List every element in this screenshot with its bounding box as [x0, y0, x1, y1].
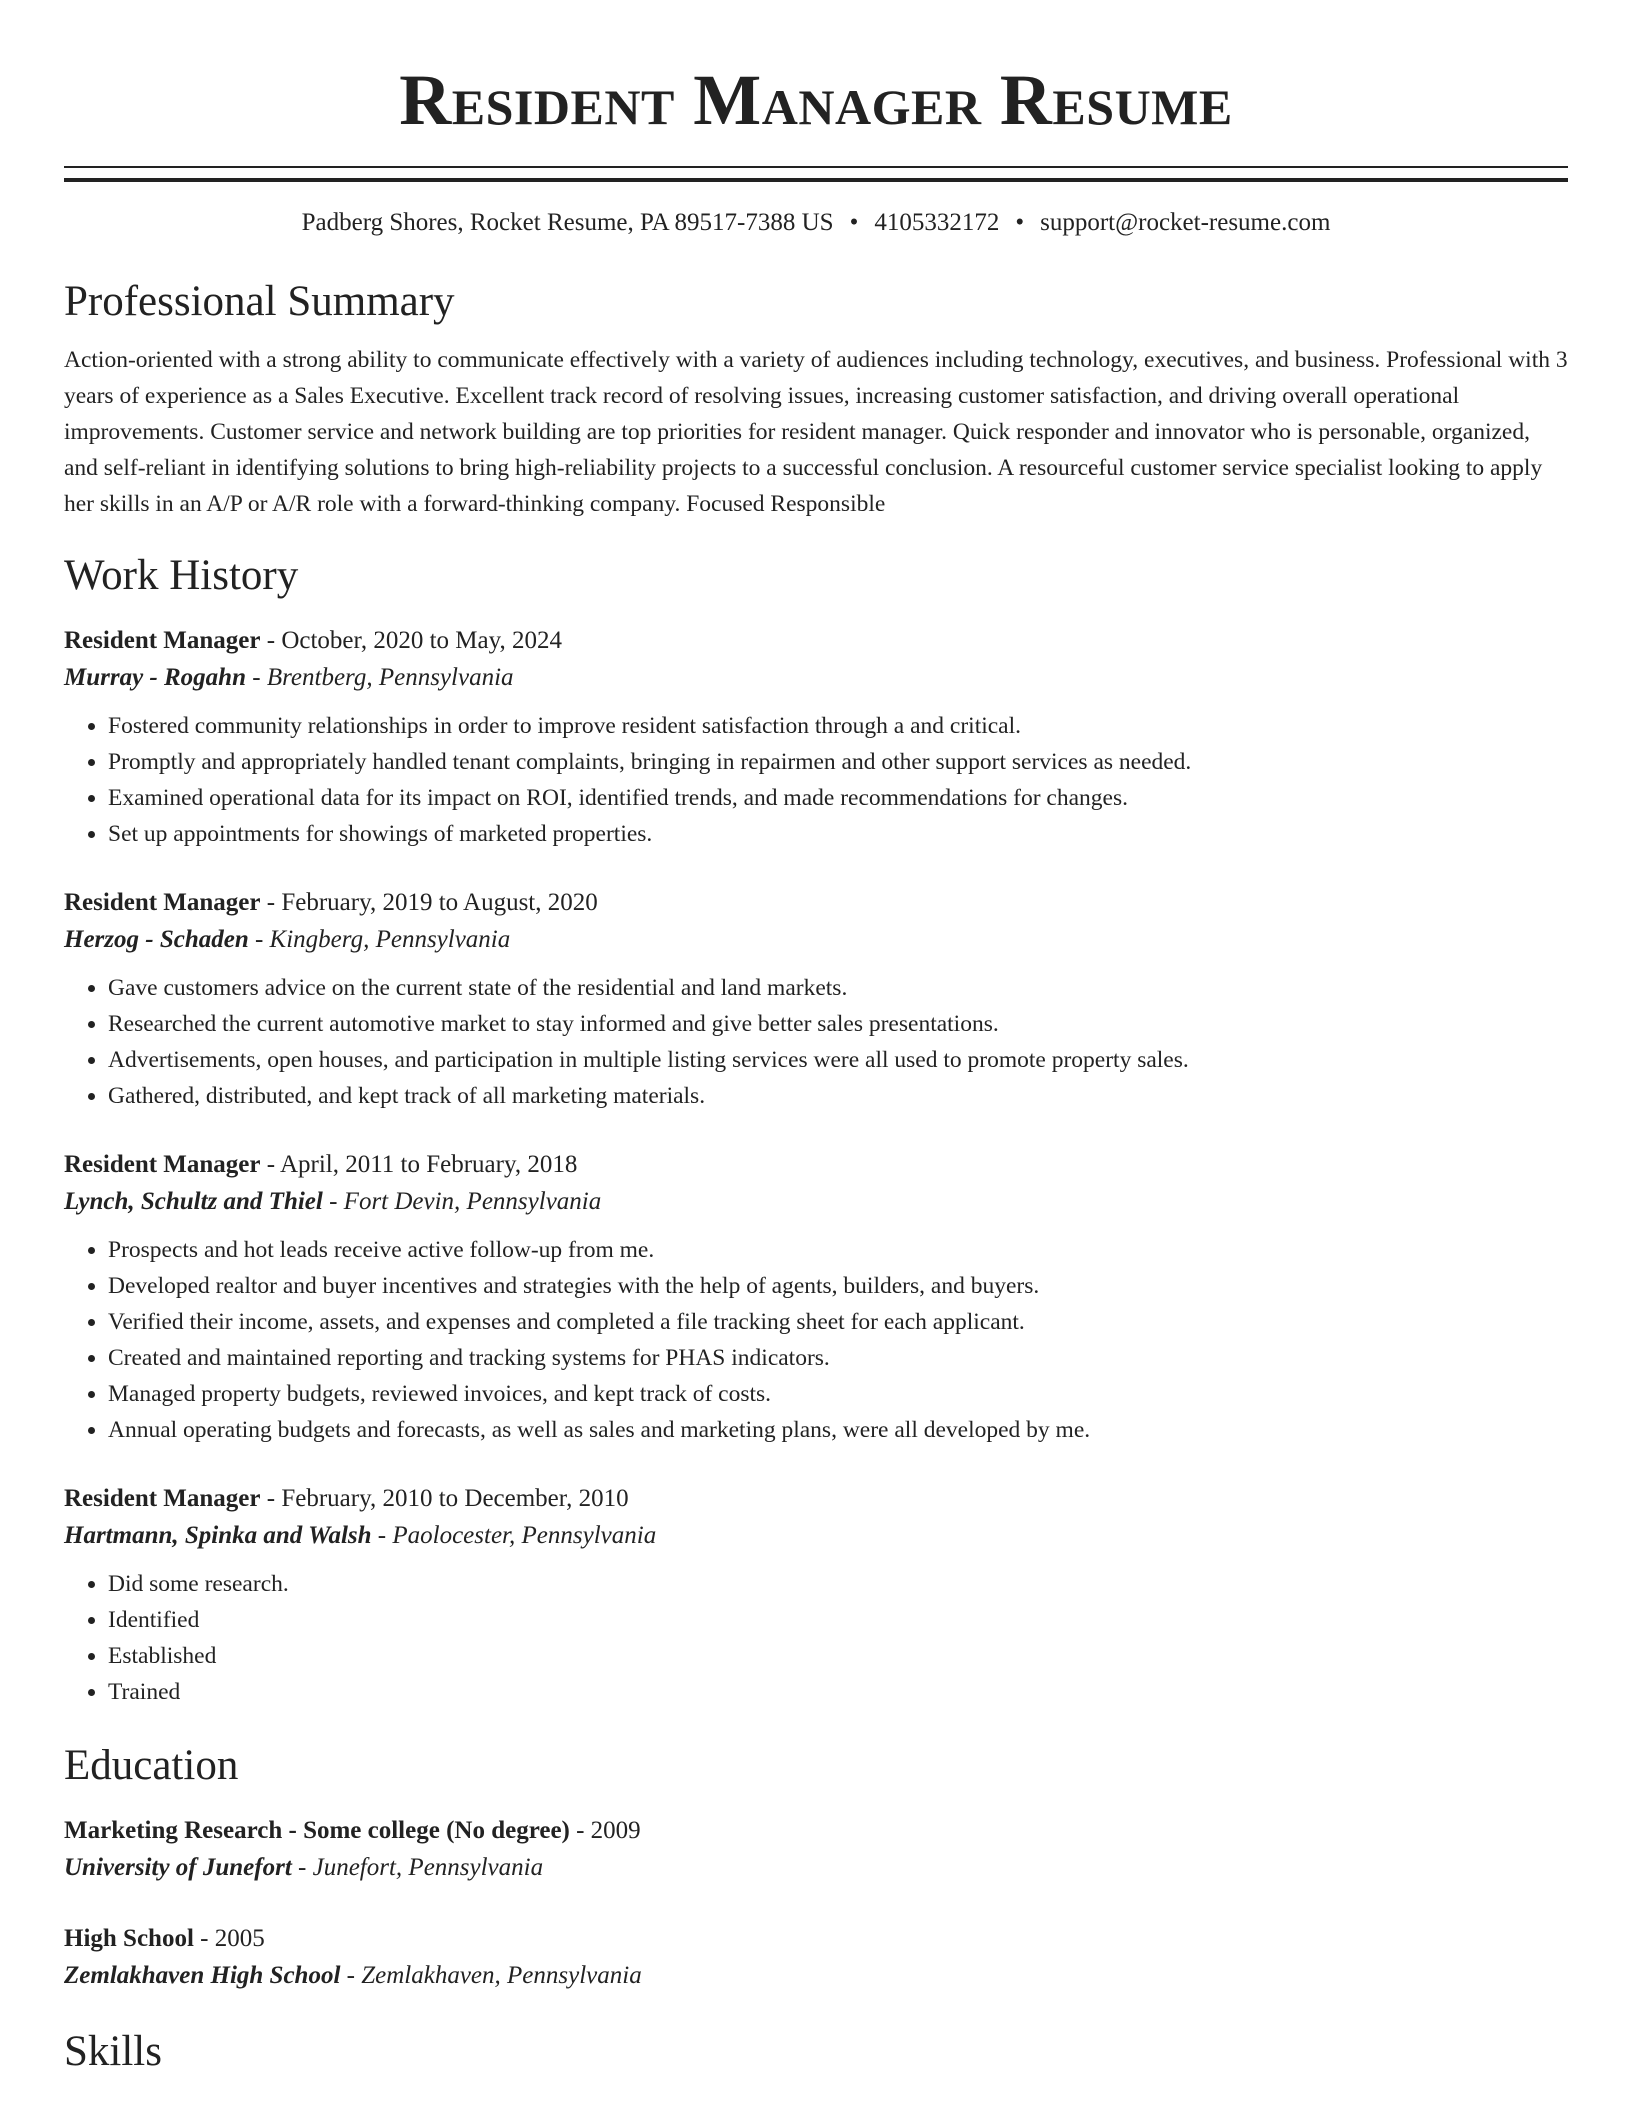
education-school: University of Junefort: [64, 1854, 292, 1881]
job-bullets: [64, 1566, 1568, 1710]
education-school-line: [64, 1848, 1568, 1888]
job-bullets: [64, 1232, 1568, 1448]
job-entry: [64, 1482, 1568, 1710]
job-bullet: • Identified: [108, 1602, 1568, 1638]
work-history-heading: Work History: [64, 552, 299, 599]
job-bullet: • Created and maintained reporting and tracking systems for PHAS indicators.: [108, 1340, 1568, 1376]
contact-address: Padberg Shores, Rocket Resume, PA 89517-7388 US: [301, 209, 834, 236]
contact-phone: 4105332172: [874, 209, 1000, 236]
job-org-line: [64, 920, 1568, 960]
contact-separator: •: [1015, 209, 1025, 236]
job-bullet: • Trained: [108, 1674, 1568, 1710]
education-year: - 2009: [569, 1817, 641, 1844]
contact-separator: •: [849, 209, 859, 236]
job-entry: [64, 1148, 1568, 1448]
job-location: - Kingberg, Pennsylvania: [248, 926, 511, 953]
job-bullet: • Developed realtor and buyer incentives and strategies with the help of agents, builders, and buyers.: [108, 1268, 1568, 1304]
job-org-line: [64, 1516, 1568, 1556]
job-bullet: • Researched the current automotive market to stay informed and give better sales presentations.: [108, 1006, 1568, 1042]
job-bullet: • Set up appointments for showings of marketed properties.: [108, 816, 1568, 852]
job-entry: [64, 624, 1568, 852]
education-year: - 2005: [193, 1925, 265, 1952]
summary-heading: Professional Summary: [64, 278, 455, 325]
job-bullet: • Annual operating budgets and forecasts, as well as sales and marketing plans, were all developed by me.: [108, 1412, 1568, 1448]
education-location: - Junefort, Pennsylvania: [291, 1854, 544, 1881]
contact-email: support@rocket-resume.com: [1040, 209, 1331, 236]
skills-heading: Skills: [64, 2028, 162, 2075]
job-company: Hartmann, Spinka and Walsh: [64, 1522, 372, 1549]
job-bullet: • Examined operational data for its impact on ROI, identified trends, and made recommendations for changes.: [108, 780, 1568, 816]
job-location: - Brentberg, Pennsylvania: [246, 664, 514, 691]
job-title: Resident Manager: [64, 1485, 261, 1512]
job-bullet: • Established: [108, 1638, 1568, 1674]
job-role-line: [64, 1482, 1568, 1516]
education-entry: [64, 1814, 1568, 1888]
education-heading: Education: [64, 1742, 239, 1789]
job-bullet: • Gathered, distributed, and kept track of all marketing materials.: [108, 1078, 1568, 1114]
resume-page: [64, 0, 1568, 2078]
job-company: Murray - Rogahn: [64, 664, 246, 691]
job-role-line: [64, 886, 1568, 920]
job-title: Resident Manager: [64, 889, 261, 916]
job-company: Herzog - Schaden: [64, 926, 249, 953]
job-bullet: • Did some research.: [108, 1566, 1568, 1602]
job-bullet: • Promptly and appropriately handled tenant complaints, bringing in repairmen and other support services as needed.: [108, 744, 1568, 780]
job-entry: [64, 886, 1568, 1114]
summary-text: Action-oriented with a strong ability to communicate effectively with a variety of audiences including technology, executives, and business. Professional with 3 years of experience as a Sales Executive. Excellent track record of resolving issues, increasing customer satisfaction, and driving overall operational improvements. Customer service and network building are top priorities for resident manager. Quick responder and innovator who is personable, organized, and self-reliant in identifying solutions to bring high-reliability projects to a successful conclusion. A resourceful customer service specialist looking to apply her skills in an A/P or A/R role with a forward-thinking company. Focused Responsible: [64, 347, 1568, 517]
title-double-rule: [64, 166, 1568, 182]
job-bullets: [64, 970, 1568, 1114]
job-role-line: [64, 1148, 1568, 1182]
job-location: - Fort Devin, Pennsylvania: [322, 1188, 602, 1215]
contact-line: [64, 206, 1568, 240]
job-dates: - February, 2019 to August, 2020: [260, 889, 598, 916]
job-location: - Paolocester, Pennsylvania: [371, 1522, 657, 1549]
job-bullet: • Prospects and hot leads receive active follow-up from me.: [108, 1232, 1568, 1268]
resume-title: Resident Manager Resume: [399, 60, 1233, 140]
job-title: Resident Manager: [64, 627, 261, 654]
job-role-line: [64, 624, 1568, 658]
job-company: Lynch, Schultz and Thiel: [64, 1188, 323, 1215]
job-dates: - February, 2010 to December, 2010: [260, 1485, 629, 1512]
education-degree-line: [64, 1922, 1568, 1956]
education-location: - Zemlakhaven, Pennsylvania: [340, 1962, 642, 1989]
education-degree: High School: [64, 1925, 194, 1952]
job-bullet: • Verified their income, assets, and expenses and completed a file tracking sheet for each applicant.: [108, 1304, 1568, 1340]
job-bullets: [64, 708, 1568, 852]
education-school: Zemlakhaven High School: [64, 1962, 341, 1989]
job-org-line: [64, 658, 1568, 698]
job-title: Resident Manager: [64, 1151, 261, 1178]
job-bullet: • Gave customers advice on the current state of the residential and land markets.: [108, 970, 1568, 1006]
job-bullet: • Advertisements, open houses, and participation in multiple listing services were all used to promote property sales.: [108, 1042, 1568, 1078]
education-degree: Marketing Research - Some college (No degree): [64, 1817, 570, 1844]
job-org-line: [64, 1182, 1568, 1222]
education-entry: [64, 1922, 1568, 1996]
job-dates: - April, 2011 to February, 2018: [260, 1151, 578, 1178]
job-bullet: • Managed property budgets, reviewed invoices, and kept track of costs.: [108, 1376, 1568, 1412]
job-dates: - October, 2020 to May, 2024: [260, 627, 562, 654]
education-school-line: [64, 1956, 1568, 1996]
education-degree-line: [64, 1814, 1568, 1848]
job-bullet: • Fostered community relationships in order to improve resident satisfaction through a and critical.: [108, 708, 1568, 744]
